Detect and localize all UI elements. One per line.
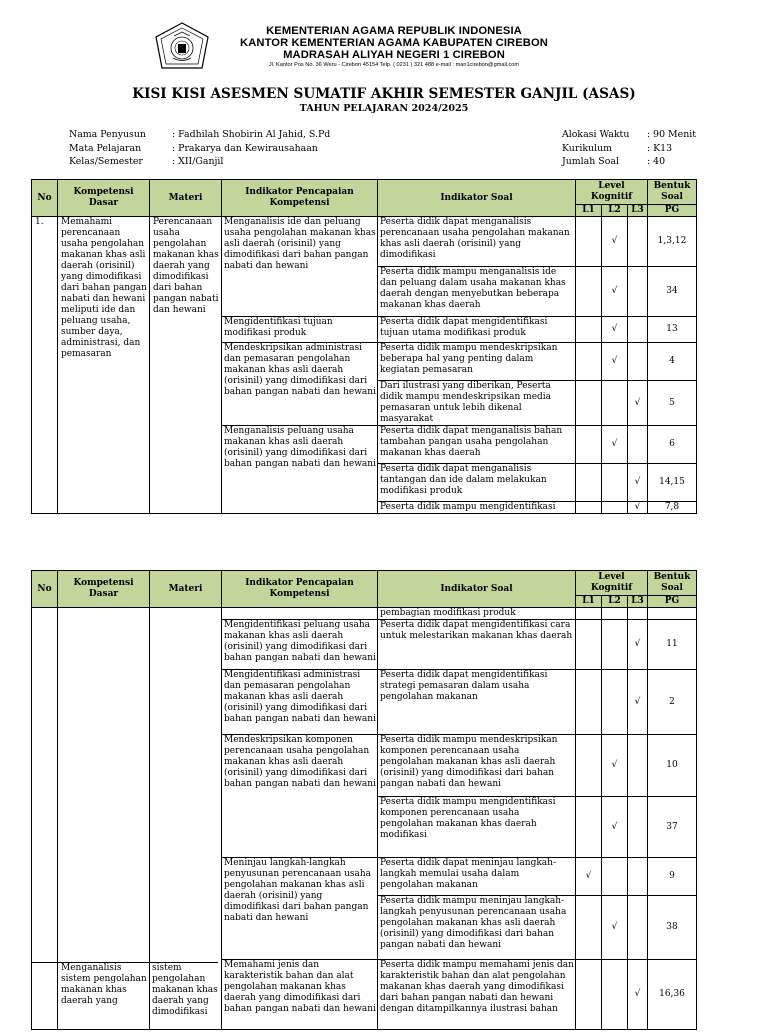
col-bentuk: Bentuk Soal [648,180,697,205]
indikator-soal: Peserta didik mampu memahami jenis dan karakteristik bahan dan alat pengolahan makanan khas daerah yang dimodifikasi dari bahan pangan nabati dan hewani dengan ditampilkannya ilustrasi bahan [378,960,576,1030]
school-address: Jl. Kantor Pos No. 36 Weru - Cirebon 45154 Telp. ( 0231 ) 321 488 e-mail : man1cirebon@gmail.com [268,62,520,68]
grid-table-page2 [31,570,697,1030]
level-l1 [576,464,602,502]
col-l2: L2 [602,596,628,608]
level-l1 [576,960,602,1030]
level-l1 [576,608,602,620]
level-l3 [628,317,648,343]
table-row [32,217,697,267]
indikator-soal: Peserta didik mampu mendeskripsikan komponen perencanaan usaha pengolahan makanan khas asli daerah (orisinil) yang dimodifikasi dari bahan pangan nabati dan hewani [378,735,576,797]
pg-number: 9 [648,858,697,896]
level-l3-check: √ [628,502,648,514]
level-l3 [628,608,648,620]
col-pg: PG [648,596,697,608]
level-l2-check: √ [602,735,628,797]
level-l1 [576,670,602,735]
ministry-name: KEMENTERIAN AGAMA REPUBLIK INDONESIA [266,25,522,37]
level-l1 [576,381,602,426]
col-level: Level Kognitif [576,571,648,596]
document-subtitle: TAHUN PELAJARAN 2024/2025 [299,103,469,114]
info-label: Jumlah Soal [562,156,619,167]
indikator-pencapaian: Mendeskripsikan administrasi dan pemasaran pengolahan makanan khas asli daerah (orisinil) yang dimodifikasi dari bahan pangan nabati dan hewani [222,343,378,426]
level-l2-check: √ [602,343,628,381]
col-ipk: Indikator Pencapaian Kompetensi [222,180,378,217]
level-l1 [576,620,602,670]
level-l1 [576,896,602,960]
pg-number: 11 [648,620,697,670]
col-bentuk: Bentuk Soal [648,571,697,596]
col-l1: L1 [576,205,602,217]
indikator-pencapaian: Meninjau langkah-langkah penyusunan perencanaan usaha pengolahan makanan khas asli daerah (orisinil) yang dimodifikasi dari bahan pangan nabati dan hewani [222,858,378,960]
indikator-pencapaian [222,608,378,620]
col-l2: L2 [602,205,628,217]
pg-number: 37 [648,797,697,858]
col-l3: L3 [628,596,648,608]
row-number: 1. [32,217,58,514]
level-l1 [576,343,602,381]
indikator-pencapaian: Memahami jenis dan karakteristik bahan dan alat pengolahan makanan khas daerah yang dimodifikasi dari bahan pangan nabati dan hewani [222,960,378,1030]
level-l2 [602,502,628,514]
info-value: : Fadhilah Shobirin Al Jahid, S.Pd [172,129,331,140]
info-label: Alokasi Waktu [562,129,630,140]
col-materi: Materi [150,180,222,217]
col-l1: L1 [576,596,602,608]
level-l3 [628,896,648,960]
kompetensi-dasar-2: Menganalisis sistem pengolahan makanan khas daerah yang [57,962,148,1032]
indikator-pencapaian: Mengidentifikasi peluang usaha makanan khas asli daerah (orisinil) yang dimodifikasi dari bahan pangan nabati dan hewani [222,620,378,670]
info-label: Kurikulum [562,142,612,154]
pg-number: 2 [648,670,697,735]
level-l3 [628,267,648,317]
indikator-pencapaian: Menganalisis peluang usaha makanan khas asli daerah (orisinil) yang dimodifikasi dari bahan pangan nabati dan hewani [222,426,378,514]
level-l2 [602,670,628,735]
pg-number: 16,36 [648,960,697,1030]
pg-number: 10 [648,735,697,797]
level-l1 [576,735,602,797]
level-l3-check: √ [628,620,648,670]
col-ipk: Indikator Pencapaian Kompetensi [222,571,378,608]
level-l2 [602,858,628,896]
indikator-soal: Peserta didik mampu mengidentifikasi komponen perencanaan usaha pengolahan makanan khas daerah modifikasi [378,797,576,858]
col-level: Level Kognitif [576,180,648,205]
pg-number: 14,15 [648,464,697,502]
level-l1 [576,267,602,317]
level-l1 [576,797,602,858]
info-label: Nama Penyusun [69,129,146,140]
col-pg: PG [648,205,697,217]
info-value: : K13 [647,142,673,154]
materi-2: sistem pengolahan makanan khas daerah yang dimodifikasi [148,962,218,1032]
level-l3 [628,343,648,381]
col-materi: Materi [150,571,222,608]
pg-number: 34 [648,267,697,317]
indikator-soal: Peserta didik dapat mengidentifikasi tujuan utama modifikasi produk [378,317,576,343]
level-l3 [628,217,648,267]
level-l1 [576,317,602,343]
school-name: MADRASAH ALIYAH NEGERI 1 CIREBON [283,49,505,61]
col-is: Indikator Soal [378,180,576,217]
level-l2 [602,960,628,1030]
info-label: Mata Pelajaran [69,142,142,154]
level-l2 [602,620,628,670]
materi: Perencanaan usaha pengolahan makanan khas daerah yang dimodifikasi dari bahan pangan nabati dan hewani [150,217,222,514]
level-l2 [602,608,628,620]
office-name: KANTOR KEMENTERIAN AGAMA KABUPATEN CIREBON [240,37,548,49]
info-label: Kelas/Semester [69,156,143,167]
table-row [32,608,697,620]
level-l2-check: √ [602,317,628,343]
indikator-soal: Peserta didik mampu menganalisis ide dan peluang dalam usaha makanan khas daerah dengan menyebutkan beberapa makanan khas daerah [378,267,576,317]
level-l3-check: √ [628,464,648,502]
info-left [69,128,330,169]
col-no: No [32,571,58,608]
indikator-soal: Peserta didik dapat meninjau langkah-langkah memulai usaha dalam pengolahan makanan [378,858,576,896]
level-l3 [628,735,648,797]
indikator-soal: Peserta didik mampu mendeskripsikan beberapa hal yang penting dalam kegiatan pemasaran [378,343,576,381]
info-value: : 40 [647,156,666,167]
level-l3-check: √ [628,670,648,735]
indikator-soal: Peserta didik dapat menganalisis bahan tambahan pangan usaha pengolahan makanan khas daerah [378,426,576,464]
pg-number [648,608,697,620]
col-l3: L3 [628,205,648,217]
document-title: KISI KISI ASESMEN SUMATIF AKHIR SEMESTER GANJIL (ASAS) [132,86,636,102]
pg-number: 7,8 [648,502,697,514]
col-kd: Kompetensi Dasar [58,180,150,217]
kompetensi-dasar: Memahami perencanaan usaha pengolahan makanan khas asli daerah (orisinil) yang dimodifikasi dari bahan pangan nabati dan hewani meliputi ide dan peluang usaha, sumber daya, administrasi, dan pemasaran [58,217,150,514]
pg-number: 38 [648,896,697,960]
col-is: Indikator Soal [378,571,576,608]
indikator-pencapaian: Mendeskripsikan komponen perencanaan usaha pengolahan makanan khas asli daerah (orisinil) yang dimodifikasi dari bahan pangan nabati dan hewani [222,735,378,858]
level-l1 [576,502,602,514]
indikator-soal: Peserta didik dapat mengidentifikasi strategi pemasaran dalam usaha pengolahan makanan [378,670,576,735]
indikator-soal: Peserta didik mampu mengidentifikasi [378,502,576,514]
indikator-soal: Dari ilustrasi yang diberikan, Peserta didik mampu mendeskripsikan media pemasaran untuk lebih dikenal masyarakat [378,381,576,426]
pg-number: 13 [648,317,697,343]
level-l3-check: √ [628,381,648,426]
level-l1-check: √ [576,858,602,896]
indikator-pencapaian: Menganalisis ide dan peluang usaha pengolahan makanan khas asli daerah (orisinil) yang dimodifikasi dari bahan pangan nabati dan hewani [222,217,378,317]
level-l1 [576,426,602,464]
row-number-2 [31,962,57,1033]
info-value: : 90 Menit [647,129,696,140]
pg-number: 1,3,12 [648,217,697,267]
indikator-soal: pembagian modifikasi produk [378,608,576,620]
level-l3 [628,426,648,464]
level-l2-check: √ [602,267,628,317]
pg-number: 5 [648,381,697,426]
indikator-pencapaian: Mengidentifikasi administrasi dan pemasaran pengolahan makanan khas asli daerah (orisinil) yang dimodifikasi dari bahan pangan nabati dan hewani [222,670,378,735]
indikator-soal: Peserta didik dapat menganalisis perencanaan usaha pengolahan makanan khas asli daerah (orisinil) yang dimodifikasi [378,217,576,267]
level-l2-check: √ [602,217,628,267]
info-right [562,128,696,169]
indikator-soal: Peserta didik dapat menganalisis tantangan dan ide dalam melakukan modifikasi produk [378,464,576,502]
info-value: : Prakarya dan Kewirausahaan [172,142,318,154]
level-l3 [628,858,648,896]
pg-number: 6 [648,426,697,464]
indikator-soal: Peserta didik dapat mengidentifikasi cara untuk melestarikan makanan khas daerah [378,620,576,670]
col-no: No [32,180,58,217]
grid-table-page1 [31,179,697,514]
level-l2 [602,381,628,426]
level-l2-check: √ [602,797,628,858]
level-l2 [602,464,628,502]
level-l2-check: √ [602,426,628,464]
level-l3-check: √ [628,960,648,1030]
pg-number: 4 [648,343,697,381]
indikator-pencapaian: Mengidentifikasi tujuan modifikasi produk [222,317,378,343]
indikator-soal: Peserta didik mampu meninjau langkah-langkah penyusunan perencanaan usaha pengolahan makanan khas asli daerah (orisinil) yang dimodifikasi dari bahan pangan nabati dan hewani [378,896,576,960]
level-l1 [576,217,602,267]
col-kd: Kompetensi Dasar [58,571,150,608]
level-l2-check: √ [602,896,628,960]
info-value: : XII/Ganjil [172,156,224,167]
level-l3 [628,797,648,858]
